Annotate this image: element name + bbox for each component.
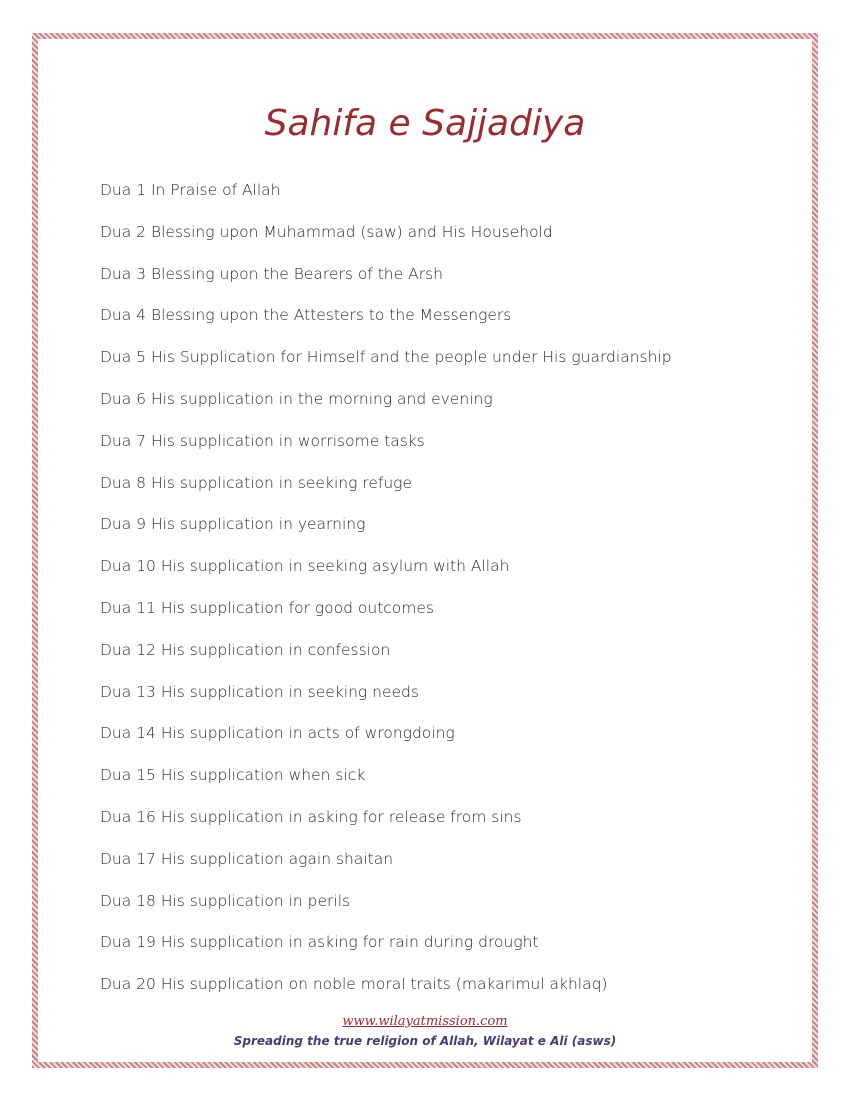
website-link[interactable]: www.wilayatmission.com	[342, 1014, 508, 1029]
dua-item: Dua 17 His supplication again shaitan	[100, 849, 394, 868]
dua-item: Dua 13 His supplication in seeking needs	[100, 682, 419, 701]
dua-item: Dua 19 His supplication in asking for rain during drought	[100, 933, 539, 952]
dua-item: Dua 10 His supplication in seeking asylum with Allah	[100, 557, 510, 576]
dua-item: Dua 1 In Praise of Allah	[100, 181, 281, 199]
dua-item: Dua 2 Blessing upon Muhammad (saw) and His Household	[100, 222, 553, 241]
page-title: Sahifa e Sajjadiya	[264, 103, 586, 144]
dua-item: Dua 7 His supplication in worrisome tasks	[100, 431, 425, 450]
dua-item: Dua 20 His supplication on noble moral traits (makarimul akhlaq)	[100, 975, 608, 994]
footer-tagline: Spreading the true religion of Allah, Wilayat e Ali (asws)	[233, 1034, 617, 1048]
dua-list	[100, 178, 672, 1014]
dua-item: Dua 11 His supplication for good outcomes	[100, 598, 434, 617]
dua-item: Dua 12 His supplication in confession	[100, 640, 391, 659]
dua-item: Dua 8 His supplication in seeking refuge	[100, 473, 412, 492]
dua-item: Dua 4 Blessing upon the Attesters to the Messengers	[100, 306, 512, 325]
dua-item: Dua 9 His supplication in yearning	[100, 515, 366, 534]
dua-item: Dua 14 His supplication in acts of wrongdoing	[100, 724, 455, 743]
dua-item: Dua 5 His Supplication for Himself and the people under His guardianship	[100, 348, 672, 367]
dua-item: Dua 18 His supplication in perils	[100, 891, 351, 910]
dua-item: Dua 3 Blessing upon the Bearers of the Arsh	[100, 264, 443, 283]
dua-item: Dua 16 His supplication in asking for release from sins	[100, 807, 522, 826]
dua-item: Dua 6 His supplication in the morning and evening	[100, 389, 493, 408]
dua-item: Dua 15 His supplication when sick	[100, 766, 366, 785]
